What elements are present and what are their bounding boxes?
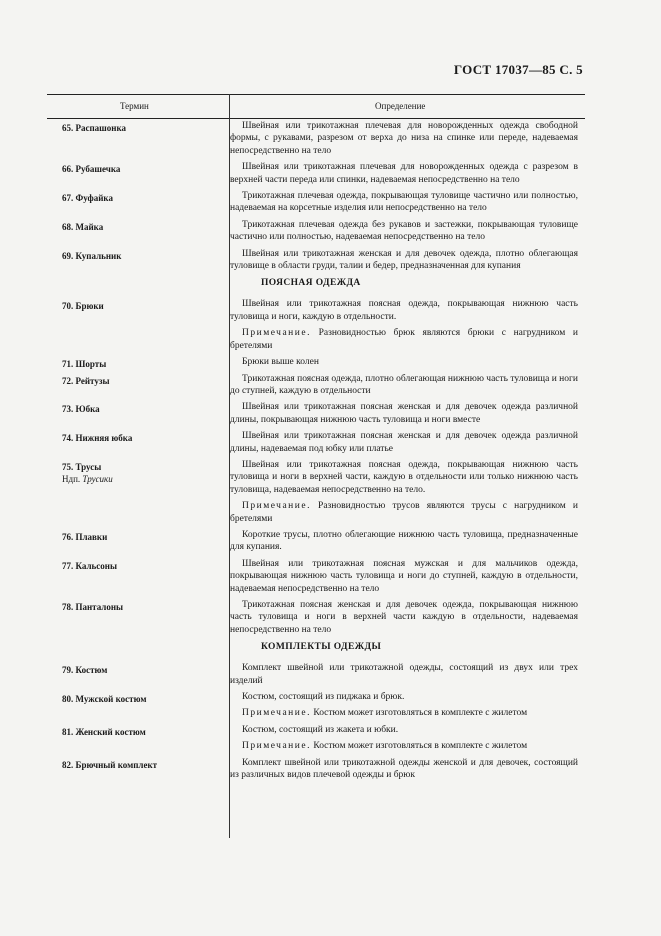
- table-row: [0, 529, 661, 554]
- definition: Швейная или трикотажная плечевая для новорожденных одежда с разрезом в верхней части переда или спинки, надеваемая непосредственно на тело: [230, 162, 578, 185]
- table-row: [0, 691, 661, 720]
- definition: Брюки выше колен: [242, 357, 319, 368]
- note: Примечание. Костюм может изготовляться в комплекте с жилетом: [242, 708, 528, 719]
- term: 67. Фуфайка: [62, 193, 113, 204]
- table-row: [0, 724, 661, 753]
- table-row: [0, 599, 661, 636]
- definition: Швейная или трикотажная поясная женская и для девочек одежда различной длины, надеваемая под юбку или платье: [230, 431, 578, 454]
- definition: Швейная или трикотажная поясная мужская и для мальчиков одежда, покрывающая нижнюю часть туловища и ноги до ступней, каждую в отдельности, надеваемая непосредственно на тело: [230, 558, 578, 594]
- table-top-rule: [47, 94, 585, 95]
- column-header-definition: Определение: [375, 101, 426, 111]
- section-heading: КОМПЛЕКТЫ ОДЕЖДЫ: [261, 642, 382, 653]
- table-row: [0, 373, 661, 398]
- term: 81. Женский костюм: [62, 726, 146, 737]
- table-row: [0, 558, 661, 595]
- term: 66. Рубашечка: [62, 164, 121, 175]
- definition: Короткие трусы, плотно облегающие нижнюю часть туловища, предназначенные для купания.: [230, 529, 578, 553]
- term: 80. Мужской костюм: [62, 694, 147, 705]
- table-row: [0, 190, 661, 215]
- term: 75. Трусы Ндп. Трусики: [62, 461, 227, 485]
- table-row: [0, 662, 661, 687]
- definition: Трикотажная плечевая одежда, покрывающая туловище частично или полностью, надеваемая на корсетные изделия или непосредственно на тело: [230, 191, 578, 214]
- column-header-term: Термин: [120, 101, 149, 111]
- header-column-divider: [229, 94, 230, 118]
- section-heading: ПОЯСНАЯ ОДЕЖДА: [261, 278, 361, 289]
- definition: Трикотажная плечевая одежда без рукавов и застежки, покрывающая туловище частично или полностью, надеваемая непосредственно на тело: [230, 219, 578, 243]
- note: Примечание. Костюм может изготовляться в комплекте с жилетом: [242, 741, 528, 752]
- deprecated-term: Ндп. Трусики: [62, 473, 113, 484]
- term: 77. Кальсоны: [62, 560, 118, 571]
- definition: Швейная или трикотажная плечевая для новорожденных одежда свободной формы, с рукавами, разрезом от верха до низа на спинке или переде, надеваемая непосредственно на тело: [230, 121, 578, 156]
- page-header: ГОСТ 17037—85 С. 5: [453, 62, 583, 77]
- definition: Трикотажная поясная одежда, плотно облегающая нижнюю часть туловища и ноги до ступней, каждую в отдельности: [230, 373, 578, 396]
- table-row: [0, 430, 661, 455]
- note: Примечание. Разновидностью брюк являются брюки с нагрудником и бретелями: [230, 328, 578, 351]
- term: 82. Брючный комплект: [62, 759, 158, 770]
- table-row: [0, 757, 661, 782]
- table-header-rule: [47, 118, 585, 119]
- table-row: [0, 120, 661, 157]
- term: 78. Панталоны: [62, 602, 124, 612]
- term: 79. Костюм: [62, 665, 108, 676]
- definition: Костюм, состоящий из жакета и юбки. Примечание. Костюм может изготовляться в комплекте с жилетом: [230, 724, 578, 753]
- definition: Комплект швейной или трикотажной одежды женской и для девочек, состоящий из различных видов плечевой одежды и брюк: [230, 757, 578, 781]
- definition: Швейная или трикотажная женская и для девочек одежда, плотно облегающая туловище в области груди, талии и бедер, предназначенная для купания: [230, 248, 578, 272]
- terms-table-body: [0, 120, 661, 785]
- definition: Комплект швейной или трикотажной одежды, состоящий из двух или трех изделий: [230, 663, 578, 686]
- term: 72. Рейтузы: [62, 375, 110, 386]
- term: 71. Шорты: [62, 359, 107, 370]
- definition: Швейная или трикотажная поясная одежда, покрывающая нижнюю часть туловища и ноги в верхней части, каждую в отдельности или только нижнюю часть туловища, надеваемая непосредственно на тело. Примечание. Разновидностью трусов являются трусы с нагрудником и бретелями: [230, 459, 578, 524]
- term: 69. Купальник: [62, 250, 122, 261]
- table-row: [0, 401, 661, 426]
- term: 70. Брюки: [62, 301, 104, 312]
- term: 65. Распашонка: [62, 123, 127, 133]
- definition: Костюм, состоящий из пиджака и брюк. Примечание. Костюм может изготовляться в комплекте с жилетом: [230, 691, 578, 720]
- note: Примечание. Разновидностью трусов являются трусы с нагрудником и бретелями: [230, 501, 578, 524]
- term: 74. Нижняя юбка: [62, 433, 133, 444]
- term: 73. Юбка: [62, 404, 100, 415]
- table-row: [0, 298, 661, 352]
- definition: Швейная или трикотажная поясная женская и для девочек одежда различной длины, покрывающая нижнюю часть туловища и ноги вместе: [230, 402, 578, 425]
- definition: Трикотажная поясная женская и для девочек одежда, покрывающая нижнюю часть туловища и ноги в верхней части каждую в отдельности, надеваемая непосредственно на тело: [230, 600, 578, 635]
- term: 76. Плавки: [62, 531, 108, 542]
- table-row: [0, 248, 661, 273]
- table-row: [0, 219, 661, 244]
- table-row: [0, 459, 661, 525]
- table-row: [0, 161, 661, 186]
- definition: Швейная или трикотажная поясная одежда, покрывающая нижнюю часть туловища и ноги, каждую в отдельности. Примечание. Разновидностью брюк являются брюки с нагрудником и бретелями: [230, 299, 578, 351]
- table-row: [0, 356, 661, 368]
- term: 68. Майка: [62, 221, 104, 232]
